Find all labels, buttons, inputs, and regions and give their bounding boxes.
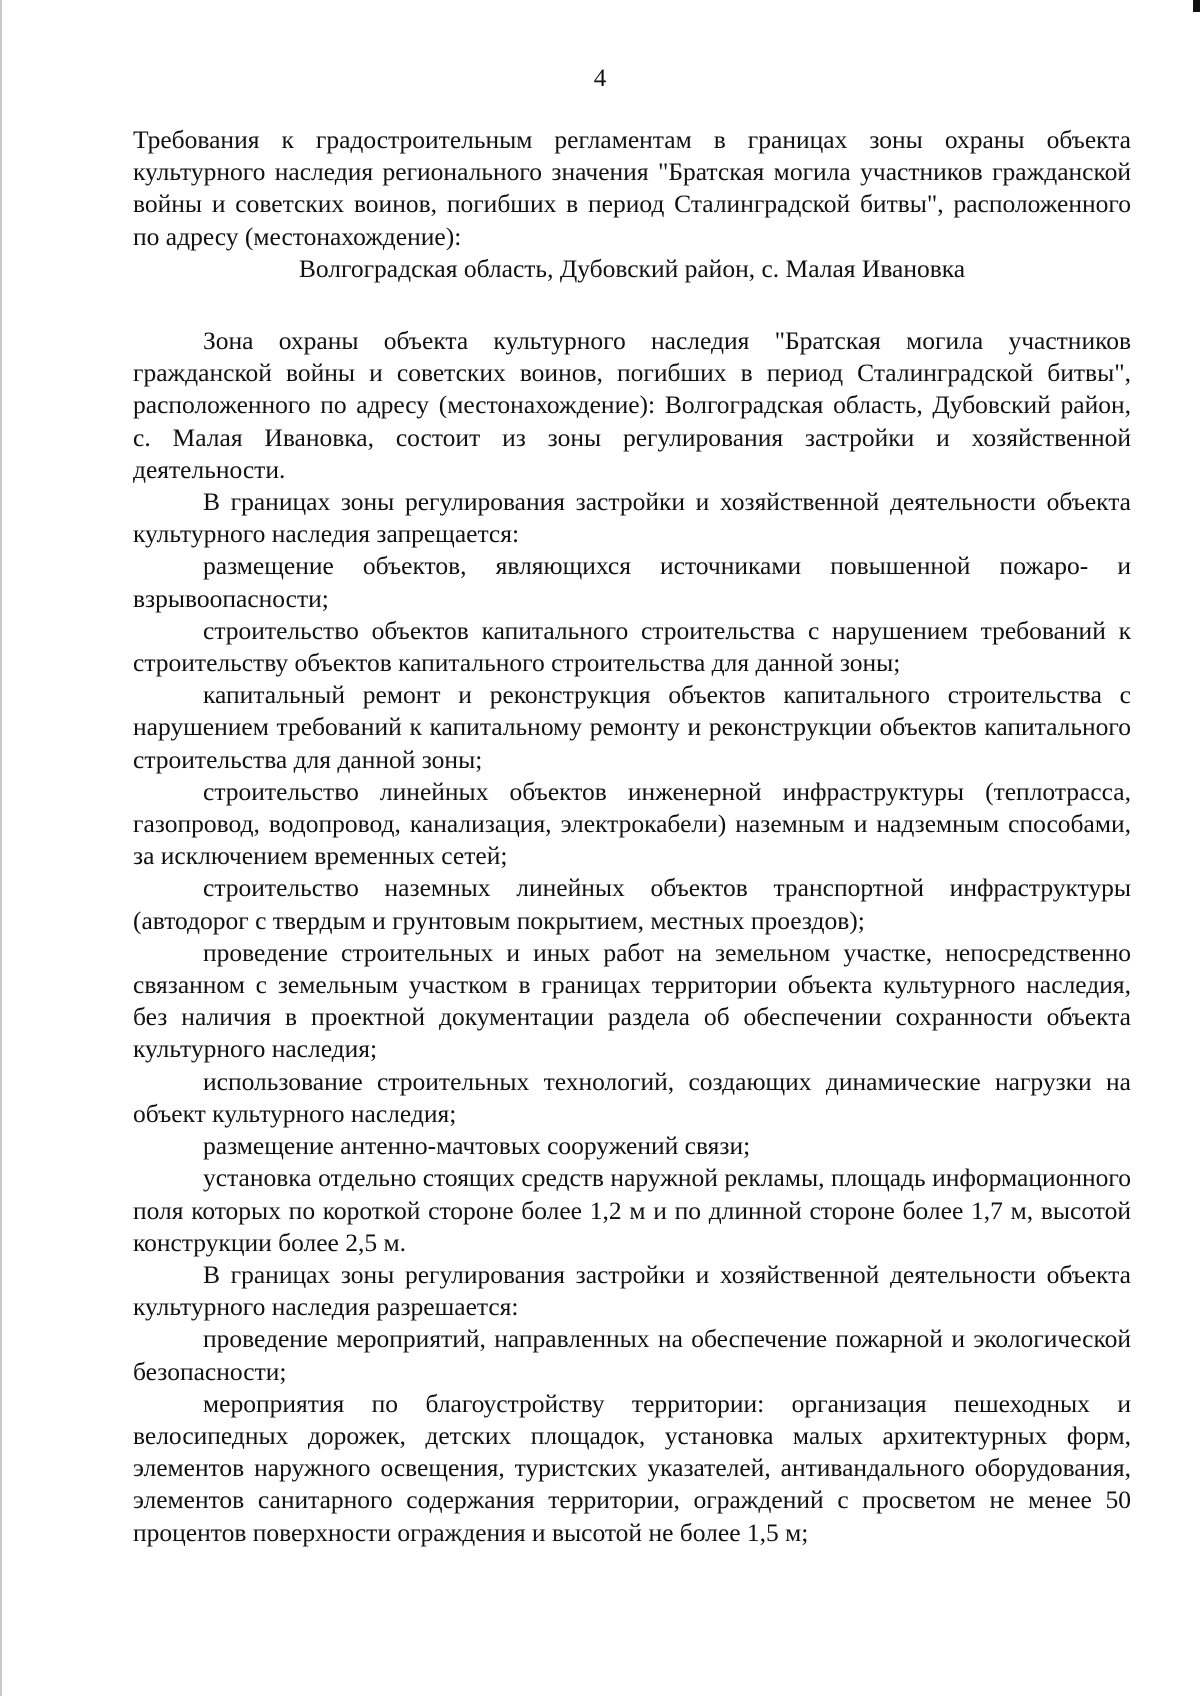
paragraph-prohibited-intro: В границах зоны регулирования застройки и хозяйственной деятельности объекта культурного наследия запрещается: bbox=[133, 487, 1131, 549]
scan-edge-line bbox=[0, 0, 2, 1696]
paragraph-zone-description: Зона охраны объекта культурного наследия "Братская могила участников гражданской войны и советских воинов, погибших в период Сталинградской битвы", расположенного по адресу (местонахождение): Волгоградская область, Дубовский район, с. Малая Ивановка, состоит из зоны регулирования застройки и хозяйственной деятельности. bbox=[133, 326, 1131, 484]
document-title: Требования к градостроительным регламентам в границах зоны охраны объекта культурного наследия регионального значения "Братская могила участников гражданской войны и советских воинов, погибших в период Сталинградской битвы", расположенного по адресу (местонахождение): bbox=[133, 125, 1131, 251]
paragraph-prohibited-item: использование строительных технологий, создающих динамические нагрузки на объект культурного наследия; bbox=[133, 1066, 1131, 1128]
scan-corner-mark bbox=[1193, 0, 1200, 12]
paragraph-prohibited-item: строительство объектов капитального строительства с нарушением требований к строительству объектов капитального строительства для данной зоны; bbox=[133, 615, 1131, 678]
document-body bbox=[133, 124, 1131, 1549]
paragraph-prohibited-item: капитальный ремонт и реконструкция объектов капитального строительства с нарушением требований к капитальному ремонту и реконструкции объектов капитального строительства для данной зоны; bbox=[133, 680, 1131, 774]
paragraph-prohibited-item: строительство наземных линейных объектов транспортной инфраструктуры (автодорог с твердым и грунтовым покрытием, местных проездов); bbox=[133, 873, 1131, 935]
section-gap bbox=[133, 285, 1131, 325]
paragraph-prohibited-item: установка отдельно стоящих средств наружной рекламы, площадь информационного поля которых по короткой стороне более 1,2 м и по длинной стороне более 1,7 м, высотой конструкции более 2,5 м. bbox=[133, 1163, 1131, 1257]
paragraph-permitted-item: проведение мероприятий, направленных на обеспечение пожарной и экологической безопасности; bbox=[133, 1324, 1131, 1386]
paragraph-permitted-item: мероприятия по благоустройству территории: организация пешеходных и велосипедных дорожек, детских площадок, установка малых архитектурных форм, элементов наружного освещения, туристских указателей, антивандального оборудования, элементов санитарного содержания территории, ограждений с просветом не менее 50 процентов поверхности ограждения и высотой не более 1,5 м; bbox=[133, 1388, 1131, 1547]
paragraph-permitted-intro: В границах зоны регулирования застройки и хозяйственной деятельности объекта культурного наследия разрешается: bbox=[133, 1259, 1131, 1322]
paragraph-prohibited-item: размещение объектов, являющихся источниками повышенной пожаро- и взрывоопасности; bbox=[133, 551, 1131, 613]
paragraph-prohibited-item: строительство линейных объектов инженерной инфраструктуры (теплотрасса, газопровод, водопровод, канализация, электрокабели) наземным и надземным способами, за исключением временных сетей; bbox=[133, 776, 1131, 871]
document-title-location: Волгоградская область, Дубовский район, с. Малая Ивановка bbox=[298, 253, 966, 283]
page-number: 4 bbox=[593, 65, 607, 92]
paragraph-prohibited-item: размещение антенно-мачтовых сооружений связи; bbox=[203, 1131, 751, 1161]
paragraph-prohibited-item: проведение строительных и иных работ на земельном участке, непосредственно связанном с земельным участком в границах территории объекта культурного наследия, без наличия в проектной документации раздела об обеспечении сохранности объекта культурного наследия; bbox=[133, 937, 1131, 1064]
